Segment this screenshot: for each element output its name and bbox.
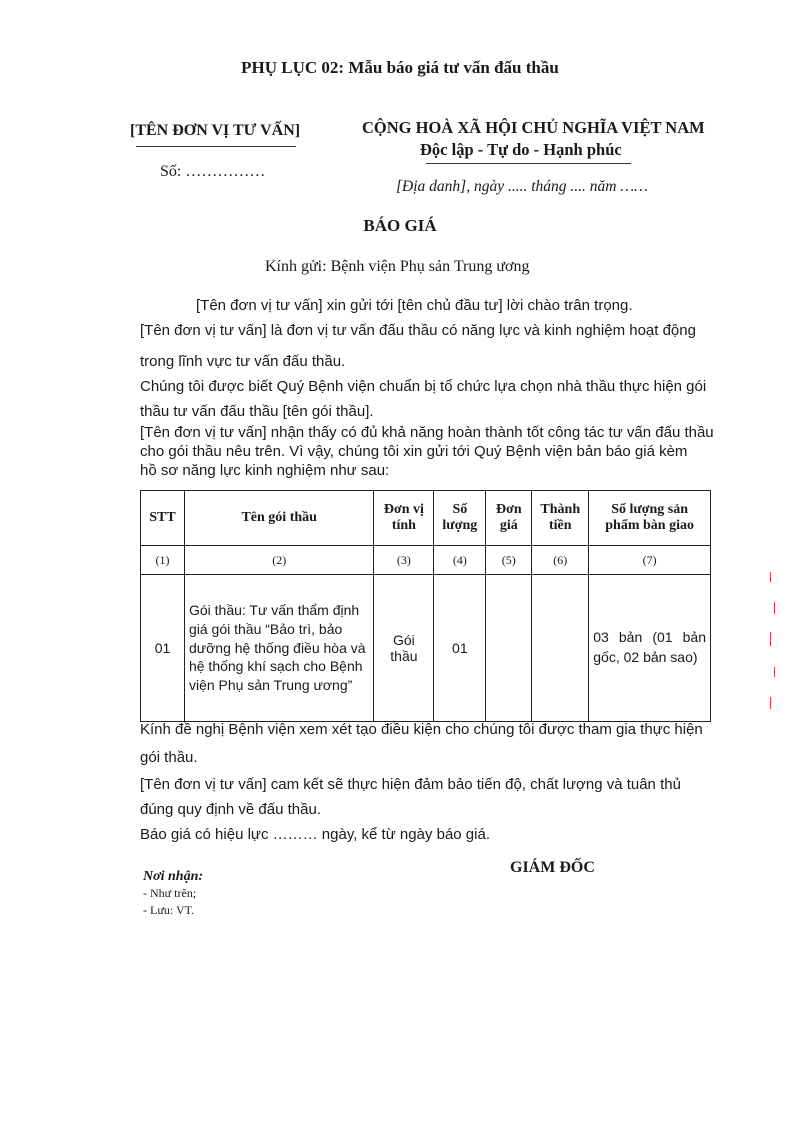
closing-line: [Tên đơn vị tư vấn] cam kết sẽ thực hiện đảm bảo tiến độ, chất lượng và tuân thủ <box>140 776 681 793</box>
header-package: Tên gói thầu <box>184 491 373 546</box>
margin-mark <box>774 667 775 677</box>
column-number: (2) <box>184 546 373 575</box>
intro-line: trong lĩnh vực tư vấn đấu thầu. <box>140 353 346 370</box>
column-number: (4) <box>434 546 486 575</box>
cell-total <box>532 575 589 722</box>
column-number: (5) <box>486 546 532 575</box>
intro-line: [Tên đơn vị tư vấn] nhận thấy có đủ khả năng hoàn thành tốt công tác tư vấn đấu thầu <box>140 424 714 441</box>
organization-underline <box>136 146 296 147</box>
header-stt: STT <box>141 491 185 546</box>
recipients-label: Nơi nhận: <box>143 869 204 884</box>
document-number: Số: …………… <box>160 163 266 180</box>
recipient-item: - Như trên; <box>143 886 197 900</box>
column-number: (7) <box>589 546 711 575</box>
intro-line: hồ sơ năng lực kinh nghiệm như sau: <box>140 462 390 479</box>
header-deliverables: Số lượng sản phẩm bàn giao <box>589 491 711 546</box>
closing-line: gói thầu. <box>140 749 198 766</box>
place-date: [Địa danh], ngày ..... tháng .... năm …… <box>396 178 648 195</box>
margin-mark <box>770 697 771 709</box>
column-number: (1) <box>141 546 185 575</box>
intro-line: cho gói thầu nêu trên. Vì vậy, chúng tôi xin gửi tới Quý Bệnh viện bản báo giá kèm <box>140 443 688 460</box>
closing-line: đúng quy định về đấu thầu. <box>140 801 321 818</box>
document-title: BÁO GIÁ <box>363 216 437 235</box>
cell-unit: Gói thầu <box>374 575 434 722</box>
margin-mark <box>770 632 771 646</box>
appendix-title: PHỤ LỤC 02: Mẫu báo giá tư vấn đấu thầu <box>241 58 559 77</box>
cell-deliverables: 03 bản (01 bản gốc, 02 bản sao) <box>589 575 711 722</box>
header-quantity: Số lượng <box>434 491 486 546</box>
intro-line: Chúng tôi được biết Quý Bệnh viện chuẩn bị tổ chức lựa chọn nhà thầu thực hiện gói <box>140 378 707 395</box>
cell-unit-price <box>486 575 532 722</box>
margin-mark <box>774 602 775 614</box>
margin-mark <box>770 572 771 582</box>
header-unit-price: Đơn giá <box>486 491 532 546</box>
organization-name: [TÊN ĐƠN VỊ TƯ VẤN] <box>130 122 301 139</box>
motto-underline <box>426 163 631 164</box>
closing-line: Kính đề nghị Bệnh viện xem xét tạo điều kiện cho chúng tôi được tham gia thực hiện <box>140 721 703 738</box>
header-total: Thành tiền <box>532 491 589 546</box>
closing-line: Báo giá có hiệu lực ……… ngày, kể từ ngày báo giá. <box>140 826 490 843</box>
signature-title: GIÁM ĐỐC <box>510 859 595 876</box>
intro-line: thầu tư vấn đấu thầu [tên gói thầu]. <box>140 403 374 420</box>
column-number: (6) <box>532 546 589 575</box>
quotation-table <box>140 490 711 722</box>
recipient-line: Kính gửi: Bệnh viện Phụ sản Trung ương <box>265 258 530 275</box>
national-motto: Độc lập - Tự do - Hạnh phúc <box>420 140 622 159</box>
intro-line: [Tên đơn vị tư vấn] là đơn vị tư vấn đấu thầu có năng lực và kinh nghiệm hoạt động <box>140 322 696 339</box>
recipient-item: - Lưu: VT. <box>143 903 195 917</box>
column-number: (3) <box>374 546 434 575</box>
cell-stt: 01 <box>141 575 185 722</box>
cell-package: Gói thầu: Tư vấn thẩm định giá gói thầu “Bảo trì, bảo dưỡng hệ thống điều hòa và hệ thống khí sạch cho Bệnh viện Phụ sản Trung ương” <box>184 575 373 722</box>
table-row <box>141 575 711 722</box>
intro-line: [Tên đơn vị tư vấn] xin gửi tới [tên chủ đầu tư] lời chào trân trọng. <box>196 297 633 314</box>
national-title: CỘNG HOÀ XÃ HỘI CHỦ NGHĨA VIỆT NAM <box>362 118 705 137</box>
header-unit: Đơn vị tính <box>374 491 434 546</box>
margin-marks <box>764 572 788 722</box>
cell-quantity: 01 <box>434 575 486 722</box>
